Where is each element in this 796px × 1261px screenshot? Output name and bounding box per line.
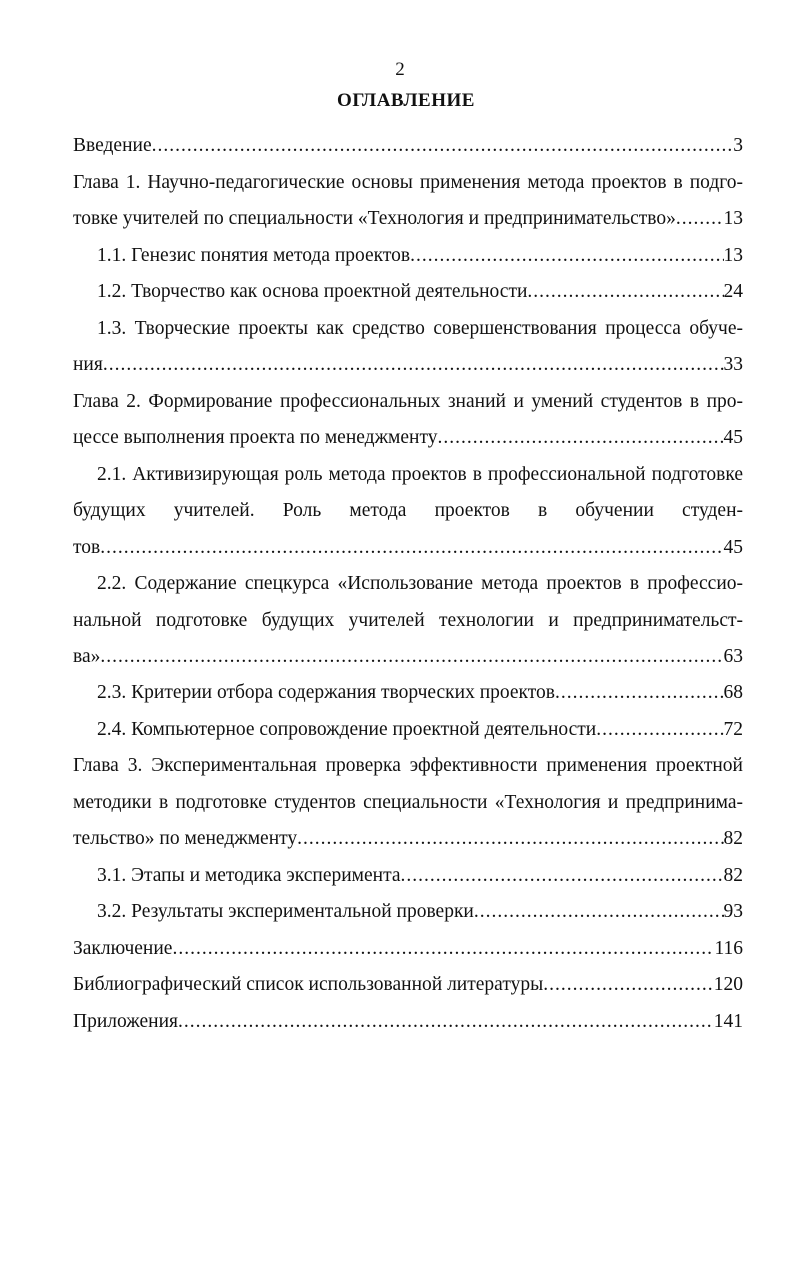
toc-chapter-2[interactable] xyxy=(73,420,743,456)
toc-section-1-2[interactable] xyxy=(97,274,743,310)
toc-entry-page: 68 xyxy=(723,682,743,703)
toc-entry-title: Приложения xyxy=(73,1011,178,1032)
toc-entry-page: 45 xyxy=(723,427,743,448)
toc-entry-page: 72 xyxy=(723,719,743,740)
toc-entry-title: ния xyxy=(73,354,103,375)
toc-chapter-1-title-line-1[interactable]: Глава 1. Научно-педагогические основы применения метода проектов в подго- xyxy=(73,172,743,193)
toc-entry-page: 141 xyxy=(713,1011,743,1032)
toc-entry-title: 2.3. Критерии отбора содержания творческих проектов xyxy=(97,682,555,703)
toc-section-2-1-title-line-2[interactable]: будущих учителей. Роль метода проектов в обучении студен- xyxy=(73,500,743,521)
toc-dot-leader xyxy=(555,675,724,711)
toc-entry-title: 3.2. Результаты экспериментальной проверки xyxy=(97,901,474,922)
toc-dot-leader xyxy=(297,821,723,857)
toc-entry-title: Введение xyxy=(73,135,152,156)
toc-dot-leader xyxy=(543,967,714,1003)
toc-entry-appendices[interactable] xyxy=(73,1004,743,1040)
toc-dot-leader xyxy=(438,420,724,456)
toc-dot-leader xyxy=(474,894,724,930)
toc-dot-leader xyxy=(103,347,724,383)
toc-dot-leader xyxy=(100,530,723,566)
toc-dot-leader xyxy=(527,274,723,310)
toc-section-1-1[interactable] xyxy=(97,238,743,274)
toc-section-2-4[interactable] xyxy=(97,712,743,748)
toc-entry-title: тельство» по менеджменту xyxy=(73,828,298,849)
toc-entry-page: 13 xyxy=(723,208,743,229)
toc-entry-title: 1.2. Творчество как основа проектной деятельности xyxy=(97,281,528,302)
toc-entry-title: 3.1. Этапы и методика эксперимента xyxy=(97,865,401,886)
toc-section-2-2-title-line-2[interactable]: нальной подготовке будущих учителей технологии и предпринимательст- xyxy=(73,610,743,631)
toc-entry-title: 2.4. Компьютерное сопровождение проектной деятельности xyxy=(97,719,597,740)
toc-entry-page: 3 xyxy=(733,135,743,156)
toc-section-2-1-title-line-1[interactable]: 2.1. Активизирующая роль метода проектов в профессиональной подготовке xyxy=(97,464,743,485)
toc-section-1-3-title-line-1[interactable]: 1.3. Творческие проекты как средство совершенствования процесса обуче- xyxy=(97,318,743,339)
toc-dot-leader xyxy=(178,1004,714,1040)
toc-section-1-3[interactable] xyxy=(73,347,743,383)
toc-entry-page: 63 xyxy=(723,646,743,667)
toc-entry-page: 45 xyxy=(723,537,743,558)
toc-section-2-1[interactable] xyxy=(73,530,743,566)
toc-entry-page: 33 xyxy=(723,354,743,375)
toc-section-2-3[interactable] xyxy=(97,675,743,711)
toc-entry-title: Заключение xyxy=(73,938,173,959)
toc-entry-page: 120 xyxy=(713,974,743,995)
toc-entry-page: 116 xyxy=(714,938,743,959)
toc-dot-leader xyxy=(410,238,723,274)
toc-dot-leader xyxy=(100,639,723,675)
toc-chapter-3-title-line-1[interactable]: Глава 3. Экспериментальная проверка эффективности применения проектной xyxy=(73,755,743,776)
toc-chapter-3-title-line-2[interactable]: методики в подготовке студентов специальности «Технология и предпринима- xyxy=(73,792,743,813)
toc-entry-page: 93 xyxy=(723,901,743,922)
toc-entry-page: 24 xyxy=(723,281,743,302)
toc-section-3-2[interactable] xyxy=(97,894,743,930)
toc-dot-leader xyxy=(152,128,734,164)
toc-entry-page: 82 xyxy=(723,865,743,886)
toc-entry-title: цессе выполнения проекта по менеджменту xyxy=(73,427,438,448)
toc-dot-leader xyxy=(172,931,714,967)
toc-entry-title: тов xyxy=(73,537,101,558)
toc-entry-title: 1.1. Генезис понятия метода проектов xyxy=(97,245,411,266)
toc-dot-leader xyxy=(401,858,724,894)
toc-entry-title: товке учителей по специальности «Технология и предпринимательство» xyxy=(73,208,676,229)
toc-chapter-3[interactable] xyxy=(73,821,743,857)
toc-section-3-1[interactable] xyxy=(97,858,743,894)
toc-entry-bibliography[interactable] xyxy=(73,967,743,1003)
toc-section-2-2-title-line-1[interactable]: 2.2. Содержание спецкурса «Использование метода проектов в профессио- xyxy=(97,573,743,594)
toc-entry-page: 13 xyxy=(723,245,743,266)
toc-entry-page: 82 xyxy=(723,828,743,849)
toc-entry-title: Библиографический список использованной литературы xyxy=(73,974,544,995)
toc-section-2-2[interactable] xyxy=(73,639,743,675)
toc-dot-leader xyxy=(596,712,723,748)
toc-entry-title: ва» xyxy=(73,646,101,667)
toc-chapter-1[interactable] xyxy=(73,201,743,237)
toc-chapter-2-title-line-1[interactable]: Глава 2. Формирование профессиональных знаний и умений студентов в про- xyxy=(73,391,743,412)
page-number: 2 xyxy=(395,59,405,80)
toc-dot-leader xyxy=(676,201,724,237)
toc-heading: ОГЛАВЛЕНИЕ xyxy=(337,90,475,111)
toc-entry-introduction[interactable] xyxy=(73,128,743,164)
toc-entry-conclusion[interactable] xyxy=(73,931,743,967)
